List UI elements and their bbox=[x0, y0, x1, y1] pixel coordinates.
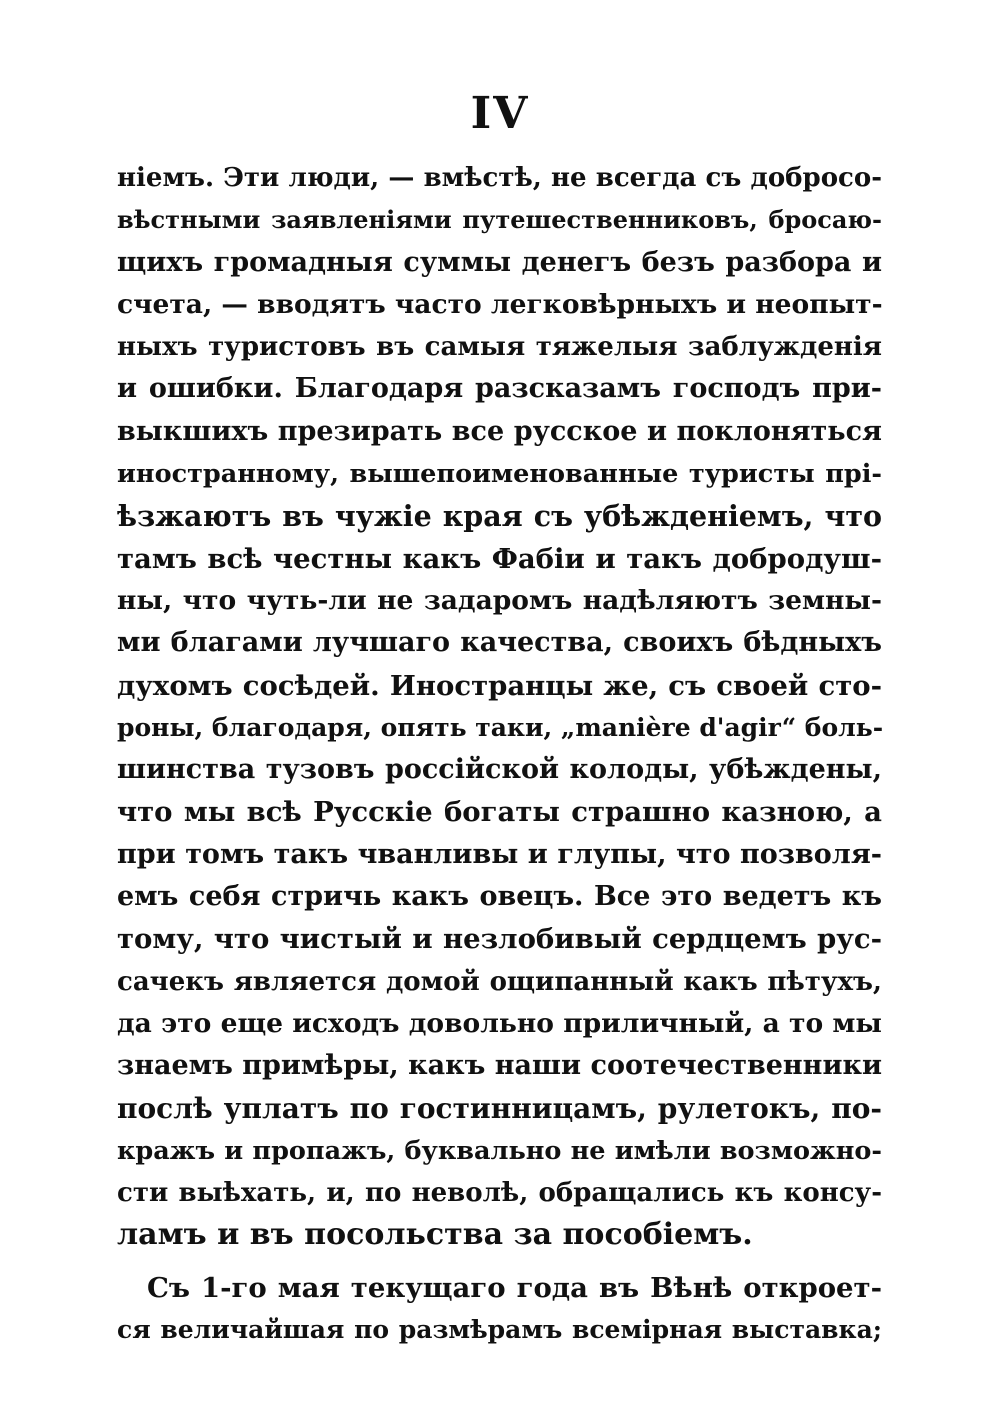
paragraph bbox=[117, 1267, 882, 1352]
text-line: и ошибки. Благодаря разсказамъ господъ при- bbox=[117, 373, 882, 405]
text-line: шинства тузовъ россійской колоды, убѣждены, bbox=[117, 754, 882, 786]
text-line: да это еще исходъ довольно приличный, а то мы bbox=[117, 1007, 882, 1039]
text-line: выкшихъ презирать все русское и поклоняться bbox=[117, 415, 882, 447]
text-line: тамъ всѣ честны какъ Фабіи и такъ добродуш- bbox=[117, 542, 882, 575]
text-line: сти выѣхать, и, по неволѣ, обращались къ консу- bbox=[117, 1178, 882, 1209]
text-line: щихъ громадныя суммы денегъ безъ разбора и bbox=[117, 246, 882, 278]
text-line: ніемъ. Эти люди, — вмѣстѣ, не всегда съ добросо- bbox=[117, 163, 882, 193]
text-line: кражъ и пропажъ, буквально не имѣли возможно- bbox=[117, 1135, 882, 1166]
text-line: тому, что чистый и незлобивый сердцемъ рус- bbox=[117, 923, 882, 956]
paragraph bbox=[117, 157, 882, 1257]
text-line: иностранному, вышепоименованные туристы прі- bbox=[117, 459, 882, 490]
text-line: ми благами лучшаго качества, своихъ бѣдныхъ bbox=[117, 627, 882, 659]
text-line: ны, что чуть-ли не задаромъ надѣляютъ земны- bbox=[117, 584, 882, 616]
body-text bbox=[117, 157, 882, 1351]
text-line: ламъ и въ посольства за пособіемъ. bbox=[117, 1217, 753, 1253]
text-line: духомъ сосѣдей. Иностранцы же, съ своей сто- bbox=[117, 669, 882, 702]
text-line: при томъ такъ чванливы и глупы, что позволя- bbox=[117, 838, 882, 870]
page-number: IV bbox=[470, 88, 530, 139]
text-line: счета, — вводятъ часто легковѣрныхъ и неопыт- bbox=[117, 288, 883, 320]
text-line: роны, благодаря, опять таки, „manière d'agir“ боль- bbox=[117, 712, 884, 742]
text-line: сачекъ является домой ощипанный какъ пѣтухъ, bbox=[117, 966, 882, 997]
paragraph-spacer bbox=[117, 1257, 882, 1267]
text-line: ныхъ туристовъ въ самыя тяжелыя заблужденія bbox=[117, 332, 882, 363]
text-line: емъ себя стричь какъ овецъ. Все это ведетъ къ bbox=[117, 881, 882, 913]
text-line: Съ 1-го мая текущаго года въ Вѣнѣ откроет- bbox=[147, 1271, 882, 1304]
text-line: что мы всѣ Русскіе богаты страшно казною, а bbox=[117, 796, 882, 829]
text-line: послѣ уплатъ по гостинницамъ, рулетокъ, по- bbox=[117, 1091, 882, 1125]
text-line: ѣзжаютъ въ чужіе края съ убѣжденіемъ, что bbox=[117, 499, 882, 534]
text-line: вѣстными заявленіями путешественниковъ, бросаю- bbox=[117, 205, 882, 235]
text-line: знаемъ примѣры, какъ наши соотечественники bbox=[117, 1050, 882, 1082]
text-line: ся величайшая по размѣрамъ всемірная выставка; bbox=[117, 1315, 882, 1345]
